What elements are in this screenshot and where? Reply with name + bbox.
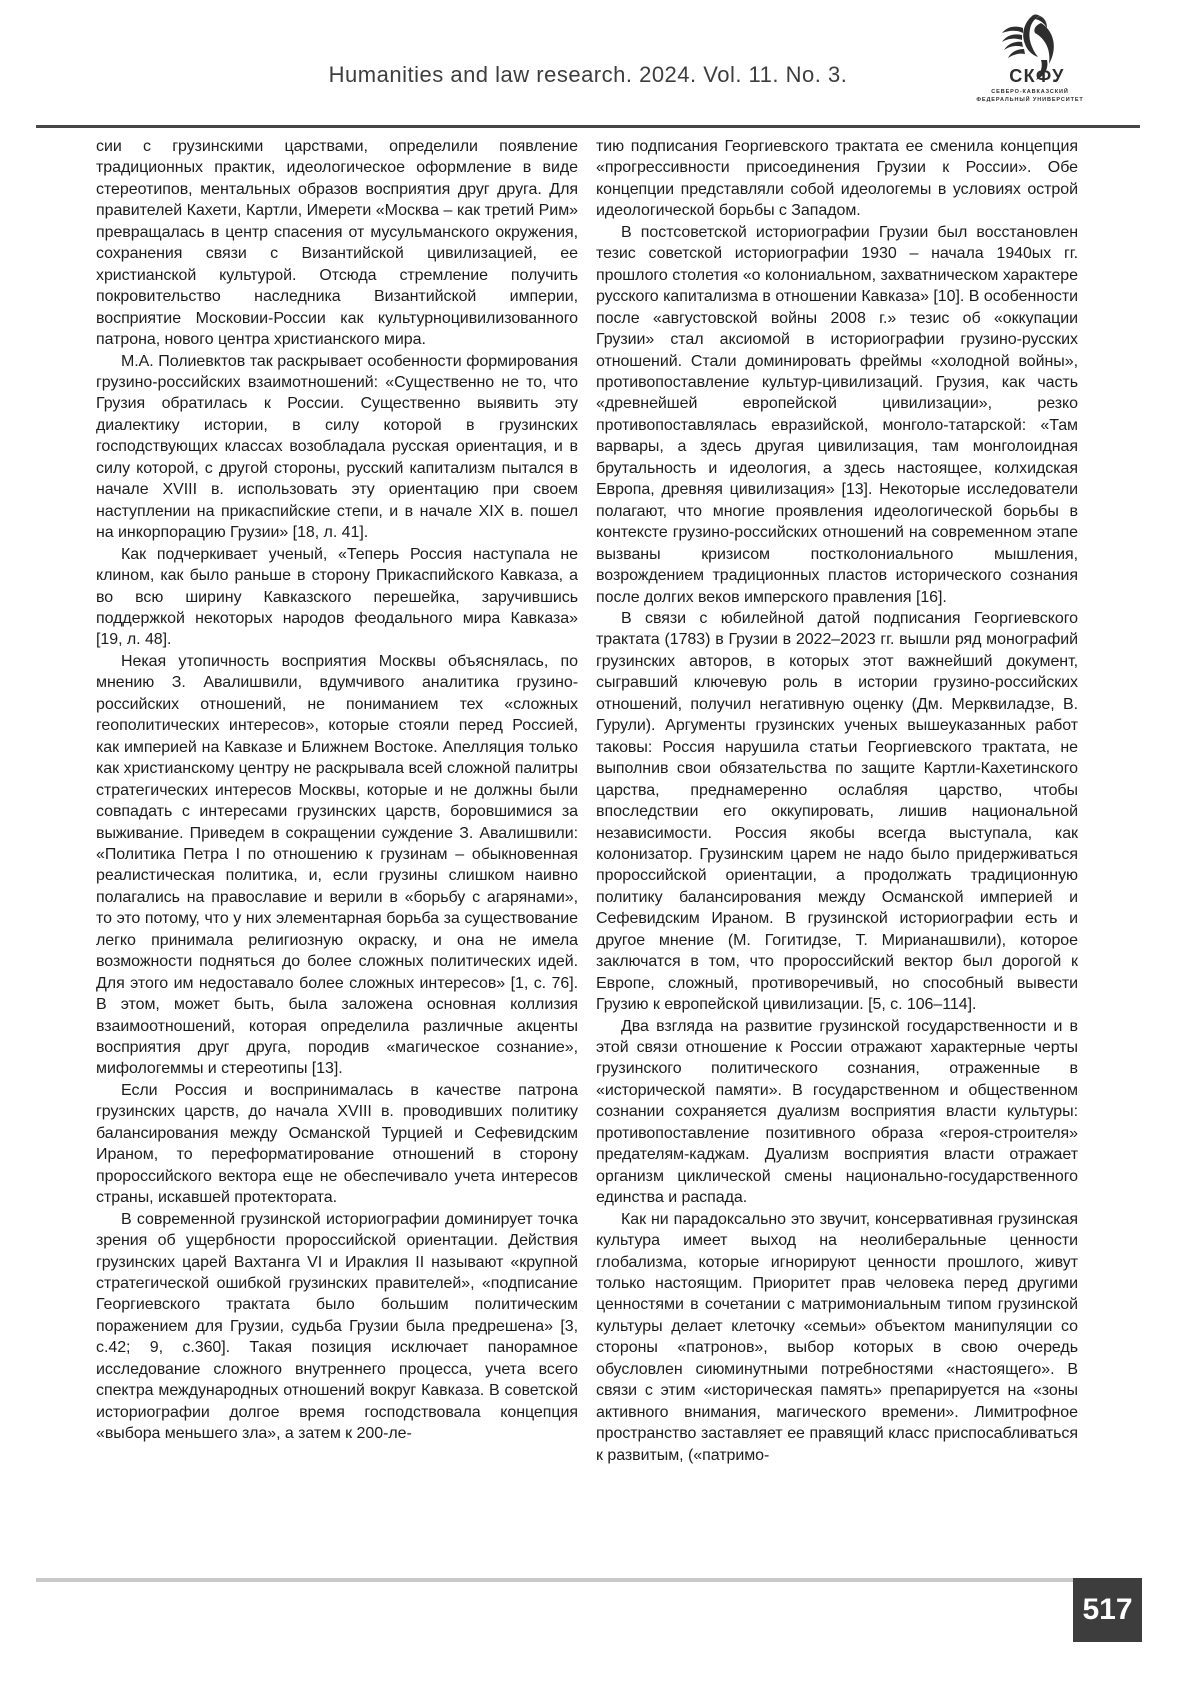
paragraph: В современной грузинской историографии доминирует точка зрения об ущербности пророссийской ориентации. Действия грузинских царей Вахтанга VI и Ираклия II называют «крупной стратегической ошибкой грузинских правителей», «подписание Георгиевского трактата было большим политическим поражением для Грузии, судьба Грузии была предрешена» [3, с.42; 9, с.360]. Такая позиция исключает панорамное исследование сложного внутреннего процесса, учета всего спектра международных отношений вокруг Кавказа. В советской историографии долгое время господствовала концепция «выбора меньшего зла», а затем к 200-ле- bbox=[96, 1210, 578, 1443]
logo-acronym: СКФУ bbox=[1009, 66, 1065, 86]
page-number-badge bbox=[1073, 1578, 1142, 1642]
university-logo bbox=[958, 14, 1102, 103]
paragraph: Два взгляда на развитие грузинской государственности и в этой связи отношение к России отражают характерные черты грузинского политического сознания, отраженные в «исторической памяти». В государственном и общественном сознании сохраняется дуализм восприятия власти культуры: противопоставление позитивного образа «героя-строителя» предателям-каджам. Дуализм восприятия власти отражает организм циклической смены национально-государственного единства и распада. bbox=[596, 1017, 1078, 1207]
footer-divider bbox=[36, 1578, 1074, 1582]
logo-subtitle-line1: СЕВЕРО-КАВКАЗСКИЙ bbox=[991, 89, 1069, 95]
right-column bbox=[596, 136, 1078, 1578]
page-number: 517 bbox=[1082, 1593, 1133, 1626]
paragraph: Как ни парадоксально это звучит, консервативная грузинская культура имеет выход на неолиберальные ценности глобализма, которые игнорируют ценности прошлого, живут только настоящим. Приоритет прав человека перед другими ценностями в сочетании с матримониальным типом грузинской культуры делает клеточку «семьи» объектом манипуляции со стороны «патронов», выбор которых в свою очередь обусловлен сиюминутными потребностями «настоящего». В связи с этим «историческая память» препарируется на «зоны активного внимания, магического времени». Лимитрофное пространство заставляет ее правящий класс приспосабливаться к развитым, («патримо- bbox=[596, 1210, 1078, 1464]
paragraph: сии с грузинскими царствами, определили появление традиционных практик, идеологическое оформление в виде стереотипов, ментальных образов восприятия друг друга. Для правителей Кахети, Картли, Имерети «Москва – как третий Рим» превращалась в центр спасения от мусульманского окружения, сохранения связи с Византийской цивилизацией, ее христианской культурой. Отсюда стремление получить покровительство наследника Византийской империи, восприятие Московии-России как культурноцивилизованного патрона, нового центра христианского мира. bbox=[96, 138, 578, 349]
paragraph: В связи с юбилейной датой подписания Георгиевского трактата (1783) в Грузии в 2022–2023 гг. вышли ряд монографий грузинских авторов, в которых этот важнейший документ, сыгравший ключевую роль в истории грузино-российских отношений, получил негативную оценку (Дм. Мерквиладзе, В. Гурули). Аргументы грузинских ученых вышеуказанных работ таковы: Россия нарушила статьи Георгиевского трактата, не выполнив свои обязательства по защите Картли-Кахетинского царства, преднамеренно ослабляя царство, чтобы впоследствии его оккупировать, лишив национальной независимости. Россия якобы всегда выступала, как колонизатор. Грузинским царем не надо было придерживаться пророссийской ориентации, а продолжать традиционную политику балансирования между Османской империей и Сефевидским Ираном. В грузинской историографии есть и другое мнение (М. Гогитидзе, Т. Мирианашвили), которое заключатся в том, что пророссийский вектор был дорогой к Европе, сложный, противоречивый, но способный вывести Грузию к европейской цивилизации. [5, с. 106–114]. bbox=[596, 609, 1078, 1014]
header-divider bbox=[36, 125, 1140, 128]
paragraph: Как подчеркивает ученый, «Теперь Россия наступала не клином, как было раньше в сторону Прикаспийского Кавказа, а во всю ширину Кавказского перешейка, заручившись поддержкой некоторых народов феодального мира Кавказа» [19, л. 48]. bbox=[96, 545, 578, 649]
journal-header-title: Humanities and law research. 2024. Vol. 11. No. 3. bbox=[328, 62, 848, 87]
paragraph: М.А. Полиевктов так раскрывает особенности формирования грузино-российских взаимотношений: «Существенно не то, что Грузия обратилась к России. Существенно выявить эту диалектику истории, в силу которой в грузинских господствующих классах возобладала русская ориентация, и в силу которой, с другой стороны, русский капитализм пытался в начале XVIII в. использовать эту ориентацию при своем наступлении на прикаспийские степи, и в начале XIX в. пошел на инкорпорацию Грузии» [18, л. 41]. bbox=[96, 352, 578, 542]
logo-subtitle-line2: ФЕДЕРАЛЬНЫЙ УНИВЕРСИТЕТ bbox=[976, 97, 1084, 103]
paragraph: Некая утопичность восприятия Москвы объяснялась, по мнению З. Авалишвили, вдумчивого аналитика грузино-российских отношений, не пониманием тех «сложных геополитических интересов», которые стояли перед Россией, как империей на Кавказе и Ближнем Востоке. Апелляция только как христианскому центру не раскрывала всей сложной палитры стратегических интересов Москвы, которые и не должны были совпадать с интересами грузинских царств, боровшимися за выживание. Приведем в сокращении суждение З. Авалишвили: «Политика Петра I по отношению к грузинам – обыкновенная реалистическая политика, и, если грузины слишком наивно полагались на православие и верили в «борьбу с агарянами», то это потому, что у них элементарная борьба за существование легко принимала религиозную окраску, и она не имела возможности подняться до более сложных политических идей. Для этого им недоставало более сложных интересов» [1, с. 76]. В этом, может быть, была заложена основная коллизия взаимоотношений, которая определила различные акценты восприятия друг друга, породив «магическое сознание», мифологеммы и стереотипы [13]. bbox=[96, 652, 578, 1078]
paragraph: В постсоветской историографии Грузии был восстановлен тезис советской историографии 1930 – начала 1940ых гг. прошлого столетия «о колониальном, захватническом характере русского капитализма в отношении Кавказа» [10]. В особенности после «августовской войны 2008 г.» тезис об «оккупации Грузии» стал аксиомой в историографии грузино-русских отношений. Стали доминировать фреймы «холодной войны», противопоставление культур-цивилизаций. Грузия, как часть «древнейшей европейской цивилизации», резко противопоставлялась евразийской, монголо-татарской: «Там варвары, а здесь другая цивилизация, там монголоидная брутальность и идеология, а здесь настоящее, колхидская Европа, древняя цивилизация» [13]. Некоторые исследователи полагают, что многие проявления идеологической борьбы в контексте грузино-российских отношений на современном этапе вызваны кризисом постколониального мышления, возрождением традиционных пластов исторического сознания после долгих веков имперского правления [16]. bbox=[596, 223, 1078, 606]
article-body bbox=[96, 136, 1078, 1578]
left-column bbox=[96, 136, 578, 1578]
paragraph: Если Россия и воспринималась в качестве патрона грузинских царств, до начала XVIII в. проводивших политику балансирования между Османской Турцией и Сефевидским Ираном, то переформатирование отношений в сторону пророссийского вектора еще не обеспечивало учета интересов страны, искавшей протектората. bbox=[96, 1081, 578, 1207]
paragraph: тию подписания Георгиевского трактата ее сменила концепция «прогрессивности присоединения Грузии к России». Обе концепции представляли собой идеологемы в условиях острой идеологической борьбы с Западом. bbox=[596, 138, 1078, 220]
